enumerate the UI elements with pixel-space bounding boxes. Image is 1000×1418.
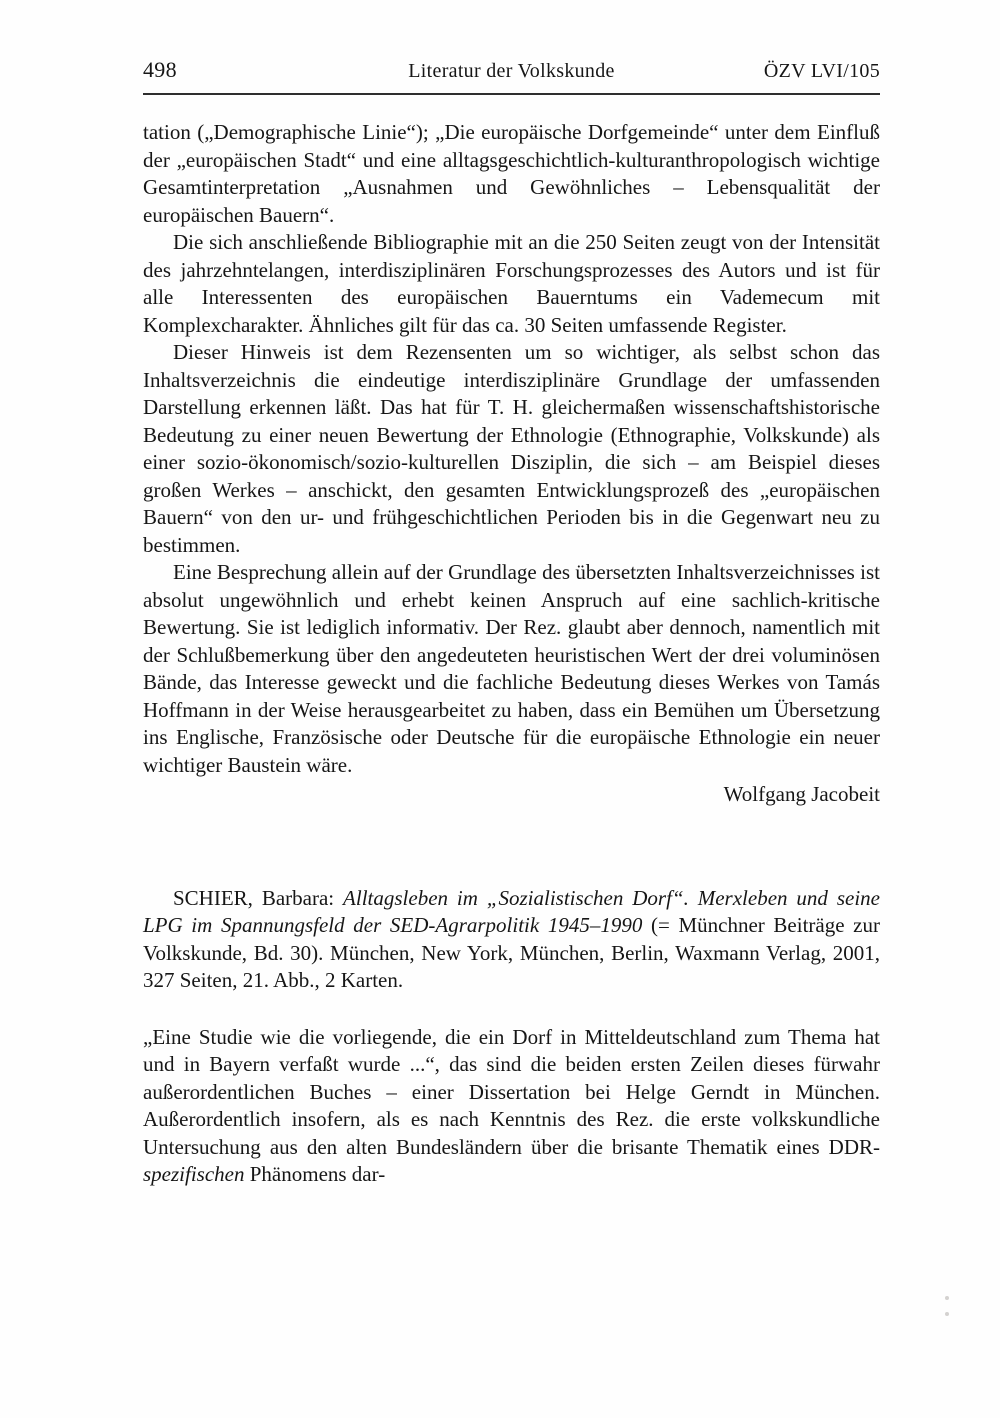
scan-artifact-mark — [945, 1296, 949, 1318]
review-text-end: Phänomens dar- — [244, 1162, 386, 1186]
page-number: 498 — [143, 57, 177, 82]
review-opening-paragraph — [143, 1024, 880, 1189]
book-citation — [143, 885, 880, 995]
citation-author: SCHIER, Barbara: — [173, 885, 344, 910]
page-header — [143, 57, 880, 84]
review-text-start: „Eine Studie wie die vorliegende, die ein Dorf in Mitteldeutschland zum Thema hat und in Bayern verfaßt wurde ...“, das sind die beiden ersten Zeilen dieses fürwahr außerordentlichen Buches – einer Dissertation bei Helge Gerndt in München. Außerordentlich insofern, als es nach Kenntnis des Rez. die erste volkskundliche Untersuchung aus den alten Bundesländern über die brisante Thematik eines DDR- — [143, 1024, 880, 1159]
paragraph: Dieser Hinweis ist dem Rezensenten um so wichtiger, als selbst schon das Inhaltsverzeichnis die eindeutige interdisziplinäre Grundlage der umfassenden Darstellung erkennen läßt. Das hat für T. H. gleichermaßen wissenschaftshistorische Bedeutung zu einer neuen Bewertung der Ethnologie (Ethnographie, Volkskunde) als einer sozio-ökonomisch/sozio-kulturellen Disziplin, die sich – am Beispiel dieses großen Werkes – anschickt, den gesamten Entwicklungsprozeß des „europäischen Bauern“ von den ur- und frühgeschichtlichen Perioden bis in die Gegenwart neu zu bestimmen. — [143, 340, 880, 557]
page-body — [143, 119, 880, 1189]
paragraph-continuation: tation („Demographische Linie“); „Die europäische Dorfgemeinde“ unter dem Einfluß der „europäischen Stadt“ und eine alltagsgeschichtlich-kulturanthropologisch wichtige Gesamtinterpretation „Ausnahmen und Gewöhnliches – Lebensqualität der europäischen Bauern“. — [143, 120, 880, 227]
paragraph: Eine Besprechung allein auf der Grundlage des übersetzten Inhaltsverzeichnisses ist absolut ungewöhnlich und erhebt keinen Anspruch auf eine sachlich-kritische Bewertung. Sie ist lediglich informativ. Der Rez. glaubt aber dennoch, namentlich mit der Schlußbemerkung über den angedeuteten heuristischen Wert der drei voluminösen Bände, das Interesse geweckt und die fachliche Bedeutung dieses Werkes von Tamás Hoffmann in der Weise herausgearbeitet zu haben, dass ein Bemühen um Übersetzung ins Englische, Französische oder Deutsche für die europäische Ethnologie ein neuer wichtiger Baustein wäre. — [143, 560, 880, 777]
journal-reference: ÖZV LVI/105 — [763, 60, 880, 82]
header-rule — [143, 93, 880, 95]
paragraph: Die sich anschließende Bibliographie mit an die 250 Seiten zeugt von der Intensität des jahrzehntelangen, interdisziplinären Forschungsprozesses des Autors und ist für alle Interessenten des europäischen Bauerntums ein Vademecum mit Komplexcharakter. Ähnliches gilt für das ca. 30 Seiten umfassende Register. — [143, 230, 880, 337]
reviewer-signature: Wolfgang Jacobeit — [723, 782, 880, 806]
running-title: Literatur der Volkskunde — [408, 60, 615, 82]
review-text-emphasis: spezifischen — [143, 1162, 245, 1186]
citation-title: Alltagsleben im „Sozialistischen Dorf“. Merxleben und seine LPG im Spannungsfeld der SED-Agrarpolitik 1945–1990 — [143, 885, 880, 937]
citation-publication: (= Münchner Beiträge zur Volkskunde, Bd. 30). München, New York, München, Berlin, Waxmann Verlag, 2001, 327 Seiten, 21. Abb., 2 Karten. — [143, 913, 880, 992]
